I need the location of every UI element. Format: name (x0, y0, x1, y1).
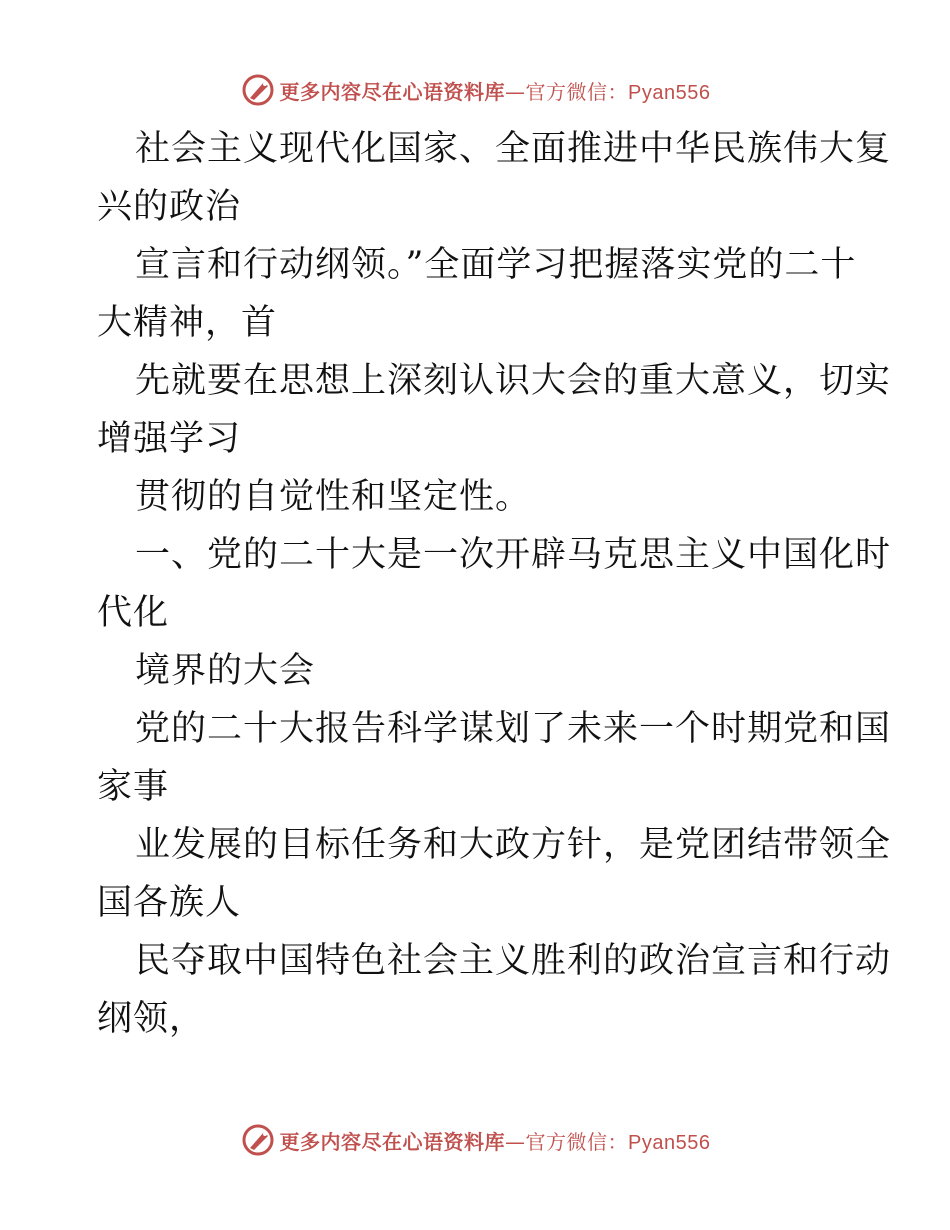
footer-separator: — (505, 1129, 526, 1154)
pen-nib-logo-icon (240, 1122, 276, 1158)
section-heading-line: 一、党的二十大是一次开辟马克思主义中国化时 (135, 535, 892, 575)
body-line: 增强学习 (97, 419, 242, 459)
footer-wechat-id: Pyan556 (628, 1131, 711, 1154)
header-banner (0, 70, 950, 110)
body-line: 民夺取中国特色社会主义胜利的政治宣言和行动 (135, 941, 892, 981)
section-heading-line: 代化 (97, 593, 170, 633)
body-line: 党的二十大报告科学谋划了未来一个时期党和国 (135, 709, 892, 749)
body-line: 大精神，首 (97, 303, 278, 343)
body-line: 兴的政治 (97, 187, 242, 227)
footer-wechat-label: 官方微信： (525, 1129, 629, 1154)
footer-text (280, 1126, 711, 1155)
footer-brand-text: 更多内容尽在心语资料库 (279, 1129, 506, 1154)
header-text (280, 76, 711, 105)
header-separator: — (505, 79, 526, 104)
pen-nib-logo-icon (240, 72, 276, 108)
header-wechat-id: Pyan556 (628, 81, 711, 104)
body-line: 家事 (97, 767, 170, 807)
body-line: 贯彻的自觉性和坚定性。 (135, 477, 532, 517)
body-line: 纲领， (97, 999, 206, 1039)
header-wechat-label: 官方微信： (525, 79, 629, 104)
body-line: 宣言和行动纲领。”全面学习把握落实党的二十 (135, 245, 857, 285)
body-line: 先就要在思想上深刻认识大会的重大意义，切实 (135, 361, 892, 401)
footer-banner (0, 1120, 950, 1160)
body-line: 国各族人 (97, 883, 242, 923)
document-body (97, 120, 892, 1048)
body-line: 业发展的目标任务和大政方针，是党团结带领全 (135, 825, 892, 865)
body-line: 社会主义现代化国家、全面推进中华民族伟大复 (135, 129, 892, 169)
section-heading-line: 境界的大会 (135, 651, 316, 691)
header-brand-text: 更多内容尽在心语资料库 (279, 79, 506, 104)
